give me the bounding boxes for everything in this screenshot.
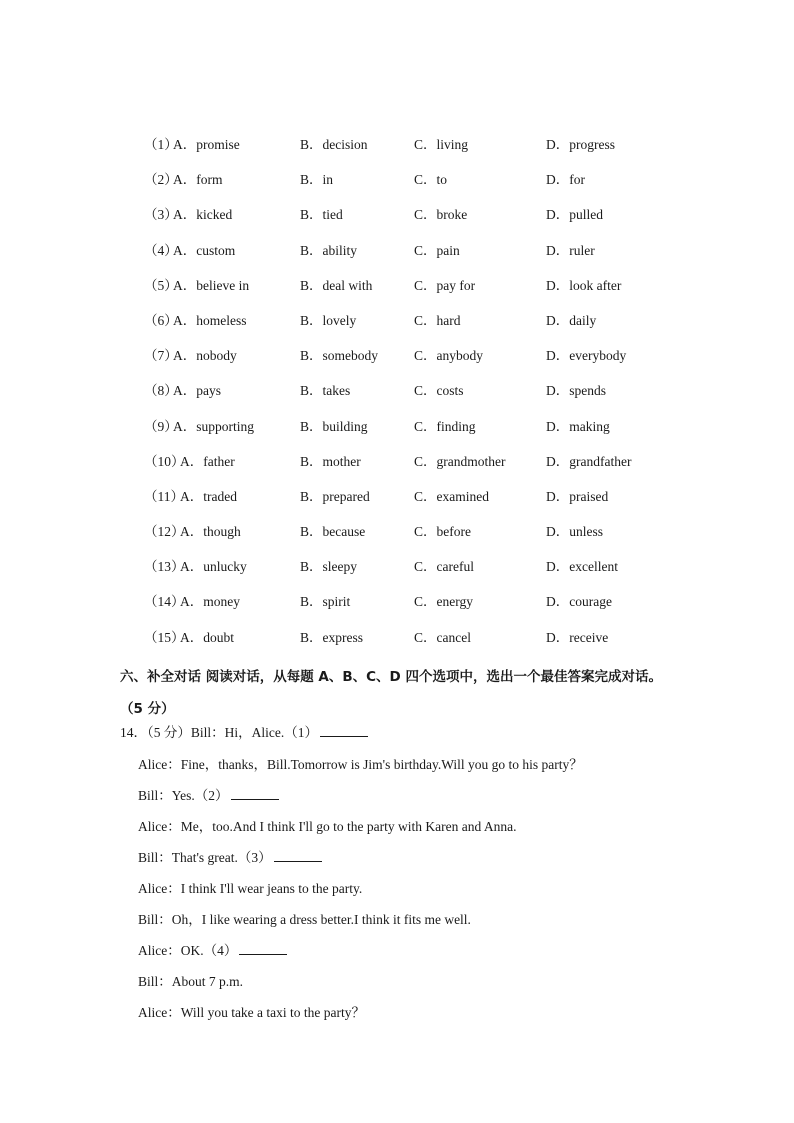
option-c: C．to bbox=[414, 172, 448, 188]
option-d: D．grandfather bbox=[546, 453, 632, 469]
dialog-line bbox=[138, 968, 758, 999]
option-d: D．spends bbox=[546, 383, 606, 399]
dialog-text: Alice：Will you take a taxi to the party？ bbox=[138, 1005, 366, 1020]
option-b: B．in bbox=[300, 172, 334, 188]
question-prefix: 14．（5 分）Bill：Hi，Alice.（1） bbox=[120, 725, 318, 740]
option-a: A．pays bbox=[173, 383, 221, 399]
option-a: A．supporting bbox=[173, 418, 254, 434]
option-c: C．pain bbox=[414, 242, 460, 258]
option-a: A．homeless bbox=[173, 312, 247, 328]
option-a: A．doubt bbox=[180, 629, 234, 645]
option-c: C．examined bbox=[414, 488, 489, 504]
dialog-line bbox=[138, 751, 758, 782]
question-number: （14） bbox=[144, 594, 185, 610]
dialog-line bbox=[138, 999, 758, 1030]
choice-row bbox=[0, 623, 794, 658]
option-c: C．energy bbox=[414, 594, 473, 610]
choice-row bbox=[0, 482, 794, 517]
option-d: D．everybody bbox=[546, 348, 627, 364]
option-d: D．receive bbox=[546, 629, 609, 645]
choice-row bbox=[0, 447, 794, 482]
choice-row bbox=[0, 341, 794, 376]
option-d: D．unless bbox=[546, 524, 603, 540]
option-b: B．building bbox=[300, 418, 368, 434]
option-b: B．mother bbox=[300, 453, 361, 469]
answer-blank bbox=[239, 940, 287, 955]
option-c: C．before bbox=[414, 524, 471, 540]
dialog-line bbox=[138, 844, 758, 875]
option-b: B．somebody bbox=[300, 348, 379, 364]
option-d: D．look after bbox=[546, 277, 622, 293]
dialog-line bbox=[138, 875, 758, 906]
dialog-line bbox=[138, 937, 758, 968]
dialog-text: Alice：Me，too.And I think I'll go to the party with Karen and Anna. bbox=[138, 819, 517, 834]
dialog-text: Bill：Oh，I like wearing a dress better.I think it fits me well. bbox=[138, 912, 471, 927]
question-number: （12） bbox=[144, 524, 185, 540]
choice-row bbox=[0, 200, 794, 235]
option-a: A．believe in bbox=[173, 277, 250, 293]
option-c: C．anybody bbox=[414, 348, 483, 364]
option-a: A．unlucky bbox=[180, 559, 247, 575]
option-d: D．daily bbox=[546, 312, 597, 328]
question-number: （15） bbox=[144, 629, 185, 645]
option-d: D．praised bbox=[546, 488, 609, 504]
dialog-text: Alice：OK.（4） bbox=[138, 943, 238, 958]
option-c: C．cancel bbox=[414, 629, 471, 645]
section-heading-line2: （5 分） bbox=[120, 701, 175, 717]
option-c: C．broke bbox=[414, 207, 468, 223]
option-b: B．tied bbox=[300, 207, 343, 223]
choice-row bbox=[0, 271, 794, 306]
section-heading bbox=[120, 661, 720, 725]
question-number: （2） bbox=[144, 172, 178, 188]
question-number: （10） bbox=[144, 453, 185, 469]
dialog-line bbox=[138, 813, 758, 844]
question-number: （6） bbox=[144, 312, 178, 328]
dialog bbox=[138, 751, 758, 1030]
question-number: （8） bbox=[144, 383, 178, 399]
answer-blank bbox=[231, 785, 279, 800]
option-d: D．progress bbox=[546, 137, 615, 152]
choice-row bbox=[0, 236, 794, 271]
option-c: C．costs bbox=[414, 383, 464, 399]
answer-blank bbox=[274, 847, 322, 862]
option-d: D．courage bbox=[546, 594, 612, 610]
dialog-text: Alice：Fine，thanks，Bill.Tomorrow is Jim's birthday.Will you go to his party？ bbox=[138, 757, 583, 772]
question-number: （1） bbox=[144, 137, 178, 152]
option-c: C．living bbox=[414, 137, 469, 152]
option-c: C．grandmother bbox=[414, 453, 506, 469]
option-a: A．father bbox=[180, 453, 235, 469]
option-a: A．traded bbox=[180, 488, 237, 504]
choice-row bbox=[0, 552, 794, 587]
option-b: B．prepared bbox=[300, 488, 370, 504]
option-d: D．pulled bbox=[546, 207, 603, 223]
question-number: （7） bbox=[144, 348, 178, 364]
option-d: D．making bbox=[546, 418, 610, 434]
question-number: （4） bbox=[144, 242, 178, 258]
option-b: B．takes bbox=[300, 383, 351, 399]
option-a: A．nobody bbox=[173, 348, 237, 364]
choice-row bbox=[0, 412, 794, 447]
question-number: （13） bbox=[144, 559, 185, 575]
dialog-text: Alice：I think I'll wear jeans to the party. bbox=[138, 881, 363, 896]
dialog-line bbox=[138, 782, 758, 813]
option-b: B．sleepy bbox=[300, 559, 357, 575]
option-b: B．express bbox=[300, 629, 363, 645]
choice-row bbox=[0, 165, 794, 200]
section-heading-line1: 六、补全对话 阅读对话，从每题 A、B、C、D 四个选项中，选出一个最佳答案完成对话。 bbox=[120, 669, 662, 685]
question-number: （5） bbox=[144, 277, 178, 293]
choice-row bbox=[0, 306, 794, 341]
choice-row bbox=[0, 376, 794, 411]
option-b: B．deal with bbox=[300, 277, 373, 293]
question-14 bbox=[120, 719, 368, 747]
option-a: A．form bbox=[173, 172, 223, 188]
option-a: A．though bbox=[180, 524, 241, 540]
option-a: A．promise bbox=[173, 137, 240, 152]
dialog-text: Bill：That's great.（3） bbox=[138, 850, 272, 865]
option-c: C．hard bbox=[414, 312, 461, 328]
question-number: （9） bbox=[144, 418, 178, 434]
option-b: B．lovely bbox=[300, 312, 357, 328]
answer-blank bbox=[320, 722, 368, 737]
question-number: （3） bbox=[144, 207, 178, 223]
dialog-text: Bill：About 7 p.m. bbox=[138, 974, 244, 989]
dialog-line bbox=[138, 906, 758, 937]
choice-row bbox=[0, 587, 794, 622]
option-a: A．money bbox=[180, 594, 240, 610]
option-a: A．custom bbox=[173, 242, 236, 258]
option-d: D．for bbox=[546, 172, 585, 188]
choice-list bbox=[0, 130, 794, 658]
question-number: （11） bbox=[144, 488, 184, 504]
option-b: B．decision bbox=[300, 137, 368, 152]
choice-row bbox=[0, 517, 794, 552]
option-b: B．spirit bbox=[300, 594, 351, 610]
option-c: C．finding bbox=[414, 418, 476, 434]
option-a: A．kicked bbox=[173, 207, 233, 223]
option-d: D．ruler bbox=[546, 242, 595, 258]
dialog-text: Bill：Yes.（2） bbox=[138, 788, 229, 803]
option-b: B．ability bbox=[300, 242, 357, 258]
option-c: C．pay for bbox=[414, 277, 476, 293]
option-d: D．excellent bbox=[546, 559, 618, 575]
choice-row bbox=[0, 130, 794, 165]
option-b: B．because bbox=[300, 524, 366, 540]
option-c: C．careful bbox=[414, 559, 474, 575]
